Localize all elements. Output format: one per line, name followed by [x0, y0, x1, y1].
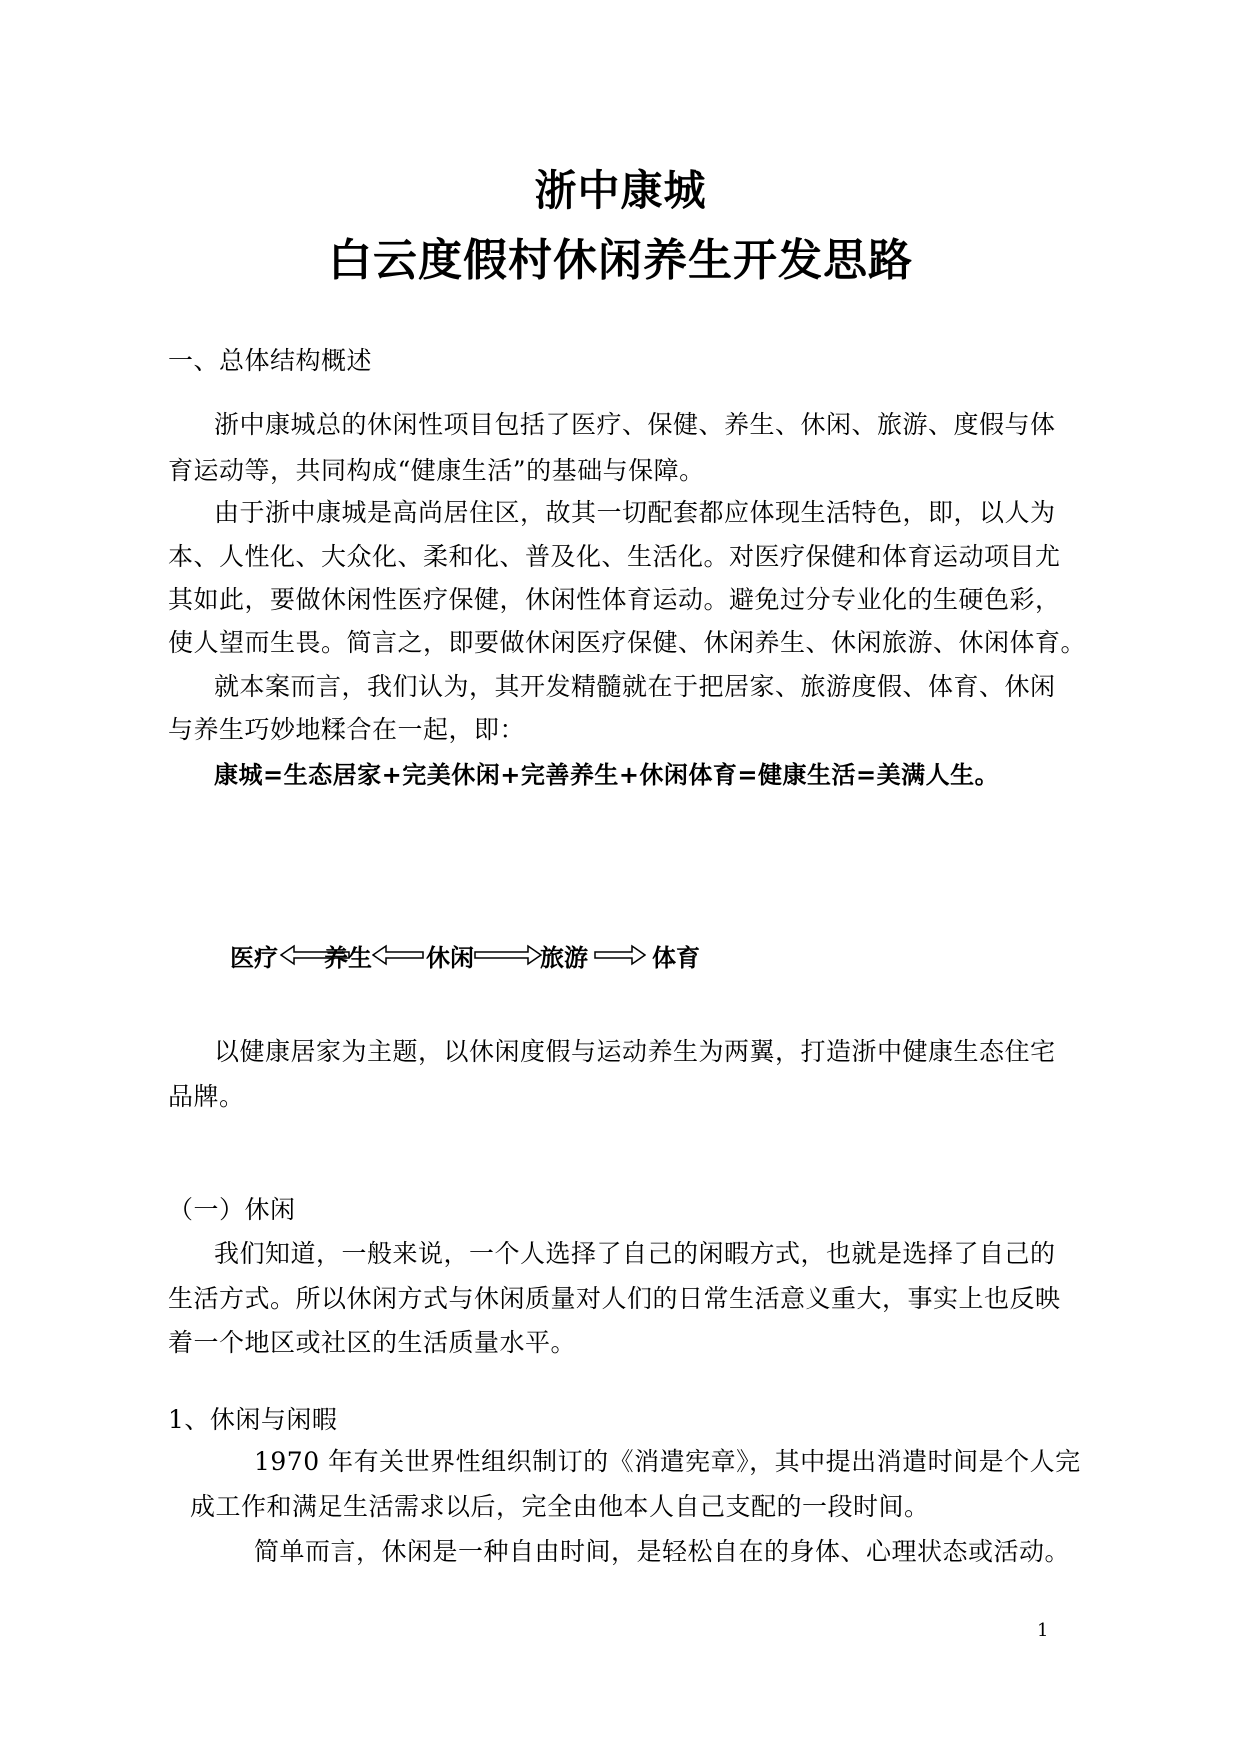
flow-item-sports: 体育: [652, 944, 700, 972]
flow-item-medical: 医疗: [230, 944, 278, 972]
arrow-left-icon: [372, 944, 424, 966]
paragraph-line: 生活方式。所以休闲方式与休闲质量对人们的日常生活意义重大，事实上也反映: [168, 1284, 1061, 1313]
page-number: 1: [1037, 1620, 1049, 1641]
flow-item-leisure: 休闲: [426, 944, 474, 972]
paragraph-line: 以健康居家为主题，以休闲度假与运动养生为两翼，打造浙中健康生态住宅: [214, 1037, 1056, 1066]
paragraph-line: 浙中康城总的休闲性项目包括了医疗、保健、养生、休闲、旅游、度假与体: [214, 410, 1056, 439]
section-heading: 一、总体结构概述: [168, 346, 373, 375]
formula-line: 康城=生态居家+完美休闲+完善养生+休闲体育=健康生活=美满人生。: [214, 761, 1000, 789]
paragraph-line: 品牌。: [168, 1082, 245, 1111]
paragraph-line: 就本案而言，我们认为，其开发精髓就在于把居家、旅游度假、体育、休闲: [214, 672, 1056, 701]
paragraph-line: 成工作和满足生活需求以后，完全由他本人自己支配的一段时间。: [190, 1492, 930, 1521]
item-heading: 1、休闲与闲暇: [168, 1405, 338, 1434]
paragraph-line: 其如此，要做休闲性医疗保健，休闲性体育运动。避免过分专业化的生硬色彩，: [168, 585, 1061, 614]
arrow-right-icon: [474, 944, 542, 966]
paragraph-line: 使人望而生畏。简言之，即要做休闲医疗保健、休闲养生、休闲旅游、休闲体育。: [168, 628, 1087, 657]
paragraph-line: 与养生巧妙地糅合在一起，即：: [168, 715, 526, 744]
arrow-right-icon: [594, 944, 646, 966]
subsection-heading: （一）休闲: [168, 1195, 296, 1224]
flow-item-health: 养生: [324, 944, 372, 972]
paragraph-line: 由于浙中康城是高尚居住区，故其一切配套都应体现生活特色，即，以人为: [214, 498, 1056, 527]
paragraph-line: 育运动等，共同构成“健康生活”的基础与保障。: [168, 456, 705, 485]
flow-item-travel: 旅游: [540, 944, 588, 972]
paragraph-line: 本、人性化、大众化、柔和化、普及化、生活化。对医疗保健和体育运动项目尤: [168, 542, 1061, 571]
paragraph-line: 我们知道，一般来说，一个人选择了自己的闲暇方式，也就是选择了自己的: [214, 1239, 1056, 1268]
flow-diagram: [230, 938, 850, 972]
document-title: 浙中康城: [534, 166, 707, 215]
paragraph-line: 着一个地区或社区的生活质量水平。: [168, 1328, 577, 1357]
paragraph-line: 简单而言，休闲是一种自由时间，是轻松自在的身体、心理状态或活动。: [254, 1537, 1071, 1566]
paragraph-line: 1970 年有关世界性组织制订的《消遣宪章》，其中提出消遣时间是个人完: [254, 1447, 1081, 1476]
document-subtitle: 白云度假村休闲养生开发思路: [328, 235, 913, 286]
